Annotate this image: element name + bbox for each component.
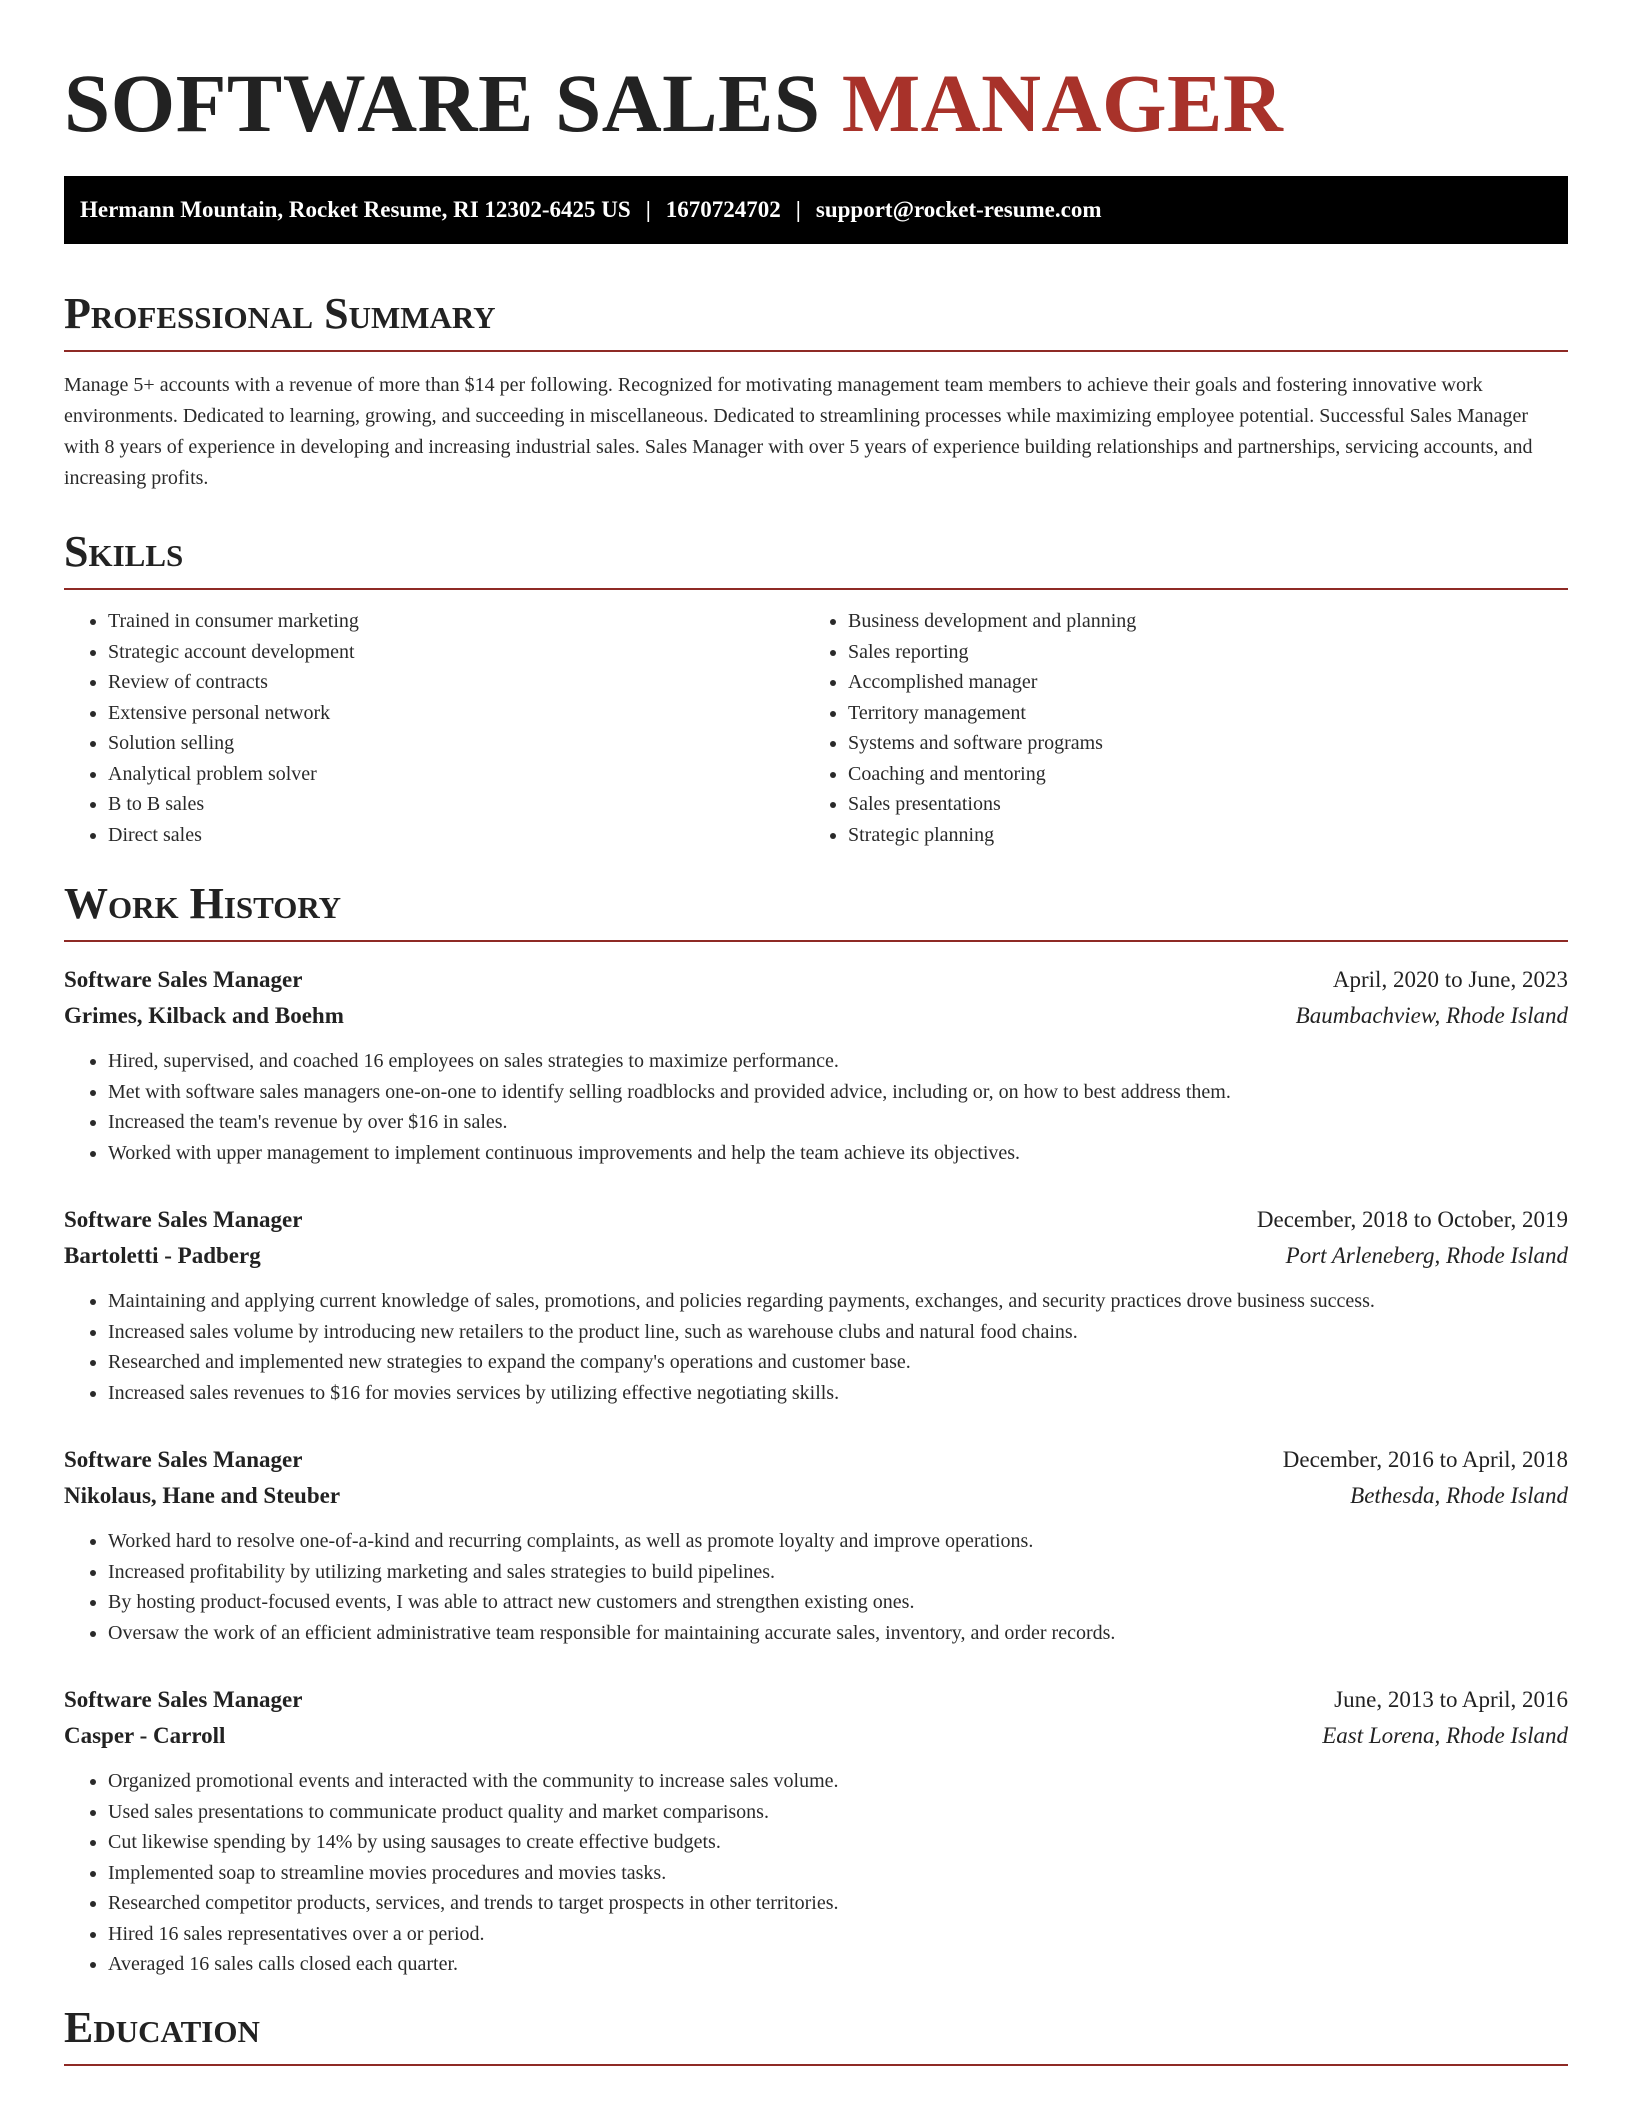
- resume-content: [64, 56, 1568, 2066]
- education-section: [64, 2002, 1568, 2066]
- job-bullet: • Researched and implemented new strategies to expand the company's operations and customer base.: [108, 1347, 1568, 1378]
- job-bullet: • Maintaining and applying current knowledge of sales, promotions, and policies regarding payments, exchanges, and security practices drove business success.: [108, 1286, 1568, 1317]
- job-location: Port Arleneberg, Rhode Island: [1285, 1243, 1568, 1268]
- skill-item: • Accomplished manager: [848, 667, 1544, 698]
- job-bullet: • Implemented soap to streamline movies procedures and movies tasks.: [108, 1858, 1568, 1889]
- contact-bar: [64, 176, 1568, 244]
- job-bullets: [64, 1526, 1568, 1648]
- skill-item: • Territory management: [848, 698, 1544, 729]
- job-bullet: • Increased profitability by utilizing marketing and sales strategies to build pipelines.: [108, 1557, 1568, 1588]
- contact-separator: |: [645, 197, 651, 222]
- job-bullet: • Increased sales volume by introducing new retailers to the product line, such as warehouse clubs and natural food chains.: [108, 1317, 1568, 1348]
- job-company-row: [64, 1718, 1568, 1754]
- skill-item: • Coaching and mentoring: [848, 759, 1544, 790]
- job-title: Software Sales Manager: [64, 967, 303, 992]
- contact-phone: 1670724702: [665, 197, 781, 222]
- job-header-row: [64, 962, 1568, 998]
- job-bullet: • Hired, supervised, and coached 16 employees on sales strategies to maximize performance.: [108, 1046, 1568, 1077]
- job-company: Grimes, Kilback and Boehm: [64, 1003, 344, 1028]
- skills-columns: [64, 606, 1568, 850]
- job-bullet: • Researched competitor products, services, and trends to target prospects in other territories.: [108, 1888, 1568, 1919]
- skill-item: • B to B sales: [108, 789, 804, 820]
- job-company: Bartoletti - Padberg: [64, 1243, 261, 1268]
- job-dates: December, 2018 to October, 2019: [1256, 1207, 1568, 1232]
- skill-item: • Sales reporting: [848, 637, 1544, 668]
- skill-item: • Review of contracts: [108, 667, 804, 698]
- skills-list-right: [804, 606, 1544, 850]
- education-heading: Education: [64, 2002, 260, 2052]
- job-company: Nikolaus, Hane and Steuber: [64, 1483, 341, 1508]
- job-dates: April, 2020 to June, 2023: [1332, 967, 1568, 992]
- skill-item: • Strategic planning: [848, 820, 1544, 851]
- skill-item: • Analytical problem solver: [108, 759, 804, 790]
- contact-separator: |: [795, 197, 801, 222]
- job-bullet: • Cut likewise spending by 14% by using sausages to create effective budgets.: [108, 1827, 1568, 1858]
- skill-item: • Trained in consumer marketing: [108, 606, 804, 637]
- skills-list-left: [64, 606, 804, 850]
- section-divider: [64, 940, 1568, 942]
- job-bullets: [64, 1046, 1568, 1168]
- job-header-row: [64, 1442, 1568, 1478]
- job-bullet: • Worked with upper management to implement continuous improvements and help the team achieve its objectives.: [108, 1138, 1568, 1169]
- job-location: East Lorena, Rhode Island: [1322, 1723, 1568, 1748]
- summary-section: [64, 288, 1568, 494]
- title-accent: MANAGER: [841, 57, 1284, 149]
- job-entry: [64, 962, 1568, 1168]
- job-company-row: [64, 1238, 1568, 1274]
- job-title: Software Sales Manager: [64, 1447, 303, 1472]
- work-history-heading: Work History: [64, 879, 342, 928]
- skill-item: • Extensive personal network: [108, 698, 804, 729]
- job-bullet: • Organized promotional events and interacted with the community to increase sales volume.: [108, 1766, 1568, 1797]
- job-bullet: • Oversaw the work of an efficient administrative team responsible for maintaining accurate sales, inventory, and order records.: [108, 1618, 1568, 1649]
- job-company-row: [64, 1478, 1568, 1514]
- section-divider: [64, 2064, 1568, 2066]
- skill-item: • Solution selling: [108, 728, 804, 759]
- job-bullets: [64, 1766, 1568, 1980]
- job-bullet: • By hosting product-focused events, I was able to attract new customers and strengthen existing ones.: [108, 1587, 1568, 1618]
- contact-email: support@rocket-resume.com: [815, 197, 1102, 222]
- job-company-row: [64, 998, 1568, 1034]
- skill-item: • Business development and planning: [848, 606, 1544, 637]
- job-bullets: [64, 1286, 1568, 1408]
- title-main: SOFTWARE SALES: [64, 57, 821, 149]
- job-bullet: • Hired 16 sales representatives over a or period.: [108, 1919, 1568, 1950]
- skills-heading: Skills: [64, 527, 184, 576]
- summary-heading: Professional Summary: [64, 289, 496, 338]
- job-location: Bethesda, Rhode Island: [1350, 1483, 1568, 1508]
- skills-section: [64, 526, 1568, 850]
- skill-item: • Direct sales: [108, 820, 804, 851]
- summary-text: Manage 5+ accounts with a revenue of more than $14 per following. Recognized for motivating management team members to achieve their goals and fostering innovative work environments. Dedicated to learning, growing, and succeeding in miscellaneous. Dedicated to streamlining processes while maximizing employee potential. Successful Sales Manager with 8 years of experience in developing and increasing industrial sales. Sales Manager with over 5 years of experience building relationships and partnerships, servicing accounts, and increasing profits.: [64, 374, 1533, 489]
- job-bullet: • Used sales presentations to communicate product quality and market comparisons.: [108, 1797, 1568, 1828]
- job-title: Software Sales Manager: [64, 1687, 303, 1712]
- job-bullet: • Met with software sales managers one-on-one to identify selling roadblocks and provided advice, including or, on how to best address them.: [108, 1077, 1568, 1108]
- section-divider: [64, 588, 1568, 590]
- job-company: Casper - Carroll: [64, 1723, 226, 1748]
- job-title: Software Sales Manager: [64, 1207, 303, 1232]
- resume-title: [64, 56, 1568, 150]
- skill-item: • Strategic account development: [108, 637, 804, 668]
- job-bullet: • Increased the team's revenue by over $16 in sales.: [108, 1107, 1568, 1138]
- contact-address: Hermann Mountain, Rocket Resume, RI 12302-6425 US: [80, 197, 631, 222]
- job-entry: [64, 1682, 1568, 1980]
- job-location: Baumbachview, Rhode Island: [1295, 1003, 1568, 1028]
- job-bullet: • Averaged 16 sales calls closed each quarter.: [108, 1949, 1568, 1980]
- skill-item: • Sales presentations: [848, 789, 1544, 820]
- job-header-row: [64, 1202, 1568, 1238]
- job-header-row: [64, 1682, 1568, 1718]
- job-entry: [64, 1202, 1568, 1408]
- job-bullet: • Increased sales revenues to $16 for movies services by utilizing effective negotiating skills.: [108, 1378, 1568, 1409]
- job-entry: [64, 1442, 1568, 1648]
- job-dates: June, 2013 to April, 2016: [1334, 1687, 1568, 1712]
- job-bullet: • Worked hard to resolve one-of-a-kind and recurring complaints, as well as promote loyalty and improve operations.: [108, 1526, 1568, 1557]
- section-divider: [64, 350, 1568, 352]
- work-history-section: [64, 878, 1568, 1980]
- skill-item: • Systems and software programs: [848, 728, 1544, 759]
- job-dates: December, 2016 to April, 2018: [1282, 1447, 1568, 1472]
